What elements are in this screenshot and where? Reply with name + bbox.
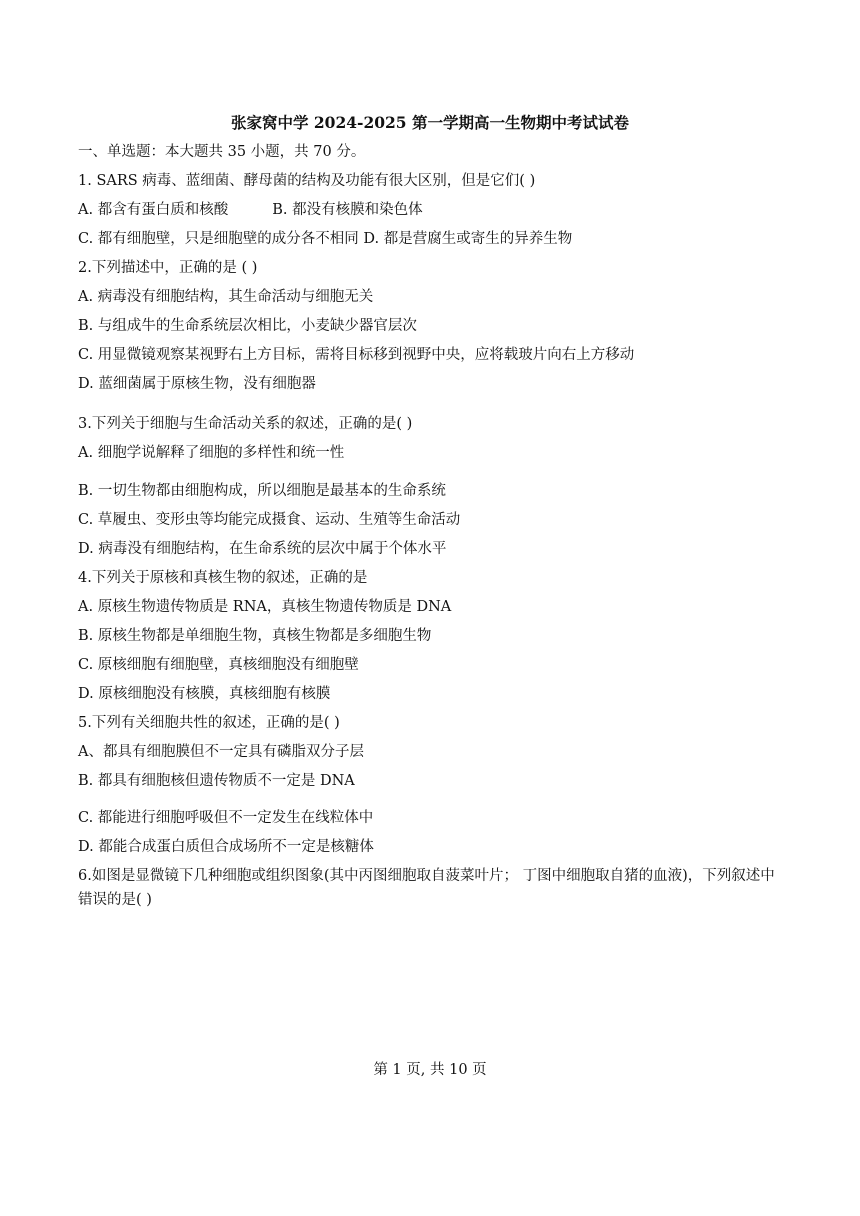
question-5-stem: 5.下列有关细胞共性的叙述，正确的是( ) bbox=[78, 715, 340, 731]
question-3-option-c: C. 草履虫、变形虫等均能完成摄食、运动、生殖等生命活动 bbox=[78, 512, 461, 528]
question-1-stem: 1. SARS 病毒、蓝细菌、酵母菌的结构及功能有很大区别，但是它们( ) bbox=[78, 173, 536, 189]
question-1-options-row bbox=[78, 200, 423, 220]
question-3-option-a: A. 细胞学说解释了细胞的多样性和统一性 bbox=[78, 445, 345, 461]
question-4-option-d: D. 原核细胞没有核膜，真核细胞有核膜 bbox=[78, 686, 331, 702]
section-heading: 一、单选题：本大题共 35 小题，共 70 分。 bbox=[78, 144, 366, 160]
question-2-option-c: C. 用显微镜观察某视野右上方目标，需将目标移到视野中央，应将载玻片向右上方移动 bbox=[78, 347, 635, 363]
question-5-option-b: B. 都具有细胞核但遗传物质不一定是 DNA bbox=[78, 773, 355, 789]
question-2-option-d: D. 蓝细菌属于原核生物，没有细胞器 bbox=[78, 376, 316, 392]
question-6-stem: 6.如图是显微镜下几种细胞或组织图象(其中丙图细胞取自菠菜叶片； 丁图中细胞取自猪的血液)，下列叙述中错误的是( ) bbox=[78, 868, 775, 908]
question-2-option-a: A. 病毒没有细胞结构，其生命活动与细胞无关 bbox=[78, 289, 374, 305]
question-2-option-b: B. 与组成牛的生命系统层次相比，小麦缺少器官层次 bbox=[78, 318, 417, 334]
question-4-option-a: A. 原核生物遗传物质是 RNA，真核生物遗传物质是 DNA bbox=[78, 599, 452, 615]
question-5-option-d: D. 都能合成蛋白质但合成场所不一定是核糖体 bbox=[78, 839, 374, 855]
question-3-option-d: D. 病毒没有细胞结构，在生命系统的层次中属于个体水平 bbox=[78, 541, 447, 557]
exam-title: 张家窝中学 2024-2025 第一学期高一生物期中考试试卷 bbox=[230, 113, 629, 132]
question-1-option-cd: C. 都有细胞壁，只是细胞壁的成分各不相同 D. 都是营腐生或寄生的异养生物 bbox=[78, 231, 573, 247]
question-1-option-a: A. 都含有蛋白质和核酸 bbox=[78, 202, 229, 218]
question-2-stem: 2.下列描述中，正确的是 ( ) bbox=[78, 260, 258, 276]
question-4-stem: 4.下列关于原核和真核生物的叙述，正确的是 bbox=[78, 570, 368, 586]
question-4-option-c: C. 原核细胞有细胞壁，真核细胞没有细胞壁 bbox=[78, 657, 359, 673]
question-5-option-a: A、都具有细胞膜但不一定具有磷脂双分子层 bbox=[78, 744, 364, 760]
question-3-stem: 3.下列关于细胞与生命活动关系的叙述，正确的是( ) bbox=[78, 416, 413, 432]
question-1-option-b: B. 都没有核膜和染色体 bbox=[272, 202, 423, 218]
question-3-option-b: B. 一切生物都由细胞构成，所以细胞是最基本的生命系统 bbox=[78, 483, 446, 499]
question-4-option-b: B. 原核生物都是单细胞生物，真核生物都是多细胞生物 bbox=[78, 628, 432, 644]
question-5-option-c: C. 都能进行细胞呼吸但不一定发生在线粒体中 bbox=[78, 810, 374, 826]
page-number-footer: 第 1 页, 共 10 页 bbox=[373, 1062, 487, 1078]
